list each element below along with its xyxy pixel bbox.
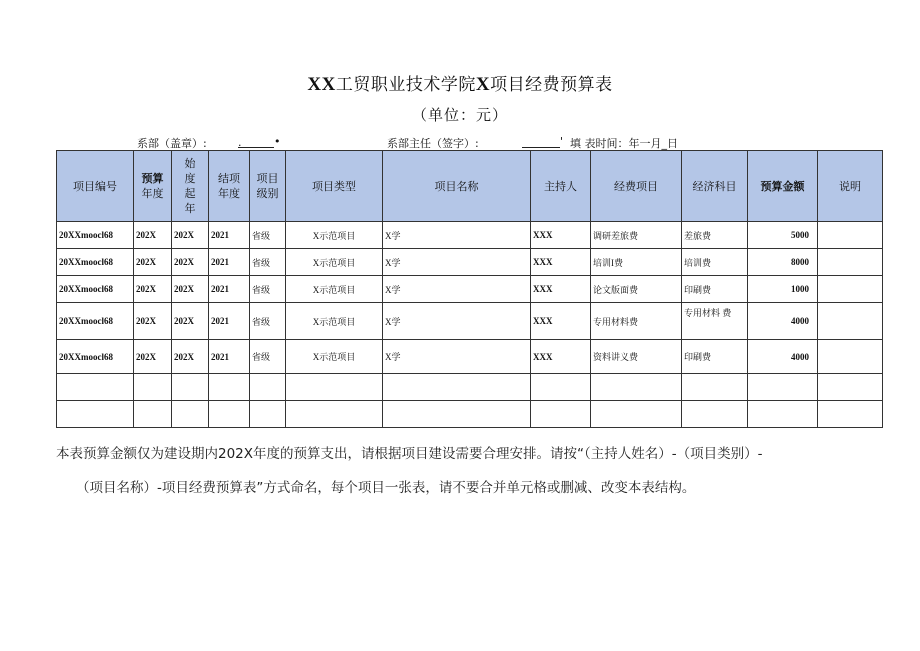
cell-name[interactable]: X学: [383, 276, 531, 303]
empty-cell[interactable]: [250, 401, 286, 428]
header-level: [250, 151, 286, 222]
empty-cell[interactable]: [383, 401, 531, 428]
cell-budget-year[interactable]: 202X: [134, 340, 172, 374]
cell-amount[interactable]: 4000: [748, 340, 818, 374]
director-sign-field: [522, 135, 563, 148]
empty-cell[interactable]: [748, 374, 818, 401]
cell-econ-subject[interactable]: 培训费: [682, 249, 748, 276]
empty-cell[interactable]: [682, 401, 748, 428]
cell-code[interactable]: 20XXmoocl68: [57, 303, 134, 340]
empty-cell[interactable]: [748, 401, 818, 428]
cell-note[interactable]: [818, 340, 883, 374]
empty-cell[interactable]: [134, 374, 172, 401]
cell-econ-subject[interactable]: 印刷费: [682, 276, 748, 303]
cell-leader[interactable]: XXX: [531, 303, 591, 340]
empty-cell[interactable]: [531, 401, 591, 428]
title-x: X: [475, 74, 491, 95]
cell-fund-item[interactable]: 资料讲义费: [591, 340, 682, 374]
cell-code[interactable]: 20XXmoocl68: [57, 276, 134, 303]
header-code: 项目编号: [57, 151, 134, 222]
empty-cell[interactable]: [250, 374, 286, 401]
empty-cell[interactable]: [172, 401, 209, 428]
dept-label: 系部（盖章）:: [137, 137, 207, 150]
header-fund-item: 经费项目: [591, 151, 682, 222]
cell-start-year[interactable]: 202X: [172, 276, 209, 303]
cell-code[interactable]: 20XXmoocl68: [57, 249, 134, 276]
director-mark: ': [560, 135, 564, 148]
title-school: 工贸职业技术学院: [335, 75, 476, 95]
dept-blank: [238, 136, 274, 148]
cell-end-year[interactable]: 2021: [209, 276, 250, 303]
dept-mark: .: [238, 136, 242, 149]
cell-leader[interactable]: XXX: [531, 249, 591, 276]
cell-amount[interactable]: 4000: [748, 303, 818, 340]
header-budget-year: [134, 151, 172, 222]
cell-end-year[interactable]: 2021: [209, 340, 250, 374]
header-note: 说明: [818, 151, 883, 222]
cell-amount[interactable]: 1000: [748, 276, 818, 303]
cell-amount[interactable]: 5000: [748, 222, 818, 249]
table-row: [57, 303, 883, 340]
cell-note[interactable]: [818, 222, 883, 249]
cell-start-year[interactable]: 202X: [172, 222, 209, 249]
unit-label: （单位：元）: [411, 106, 508, 124]
cell-name[interactable]: X学: [383, 249, 531, 276]
cell-start-year[interactable]: 202X: [172, 249, 209, 276]
cell-code[interactable]: 20XXmoocl68: [57, 340, 134, 374]
empty-cell[interactable]: [286, 374, 383, 401]
cell-start-year[interactable]: 202X: [172, 303, 209, 340]
header-start-2: 度: [184, 172, 196, 185]
empty-cell[interactable]: [682, 374, 748, 401]
header-budget-year-bottom: 年度: [141, 187, 164, 200]
fill-time: 填 表时间：年一月_日: [570, 137, 678, 150]
cell-type[interactable]: X示范项目: [286, 340, 383, 374]
table-row: [57, 276, 883, 303]
cell-fund-item[interactable]: 专用材料费: [591, 303, 682, 340]
cell-level[interactable]: 省级: [250, 276, 286, 303]
cell-code[interactable]: 20XXmoocl68: [57, 222, 134, 249]
cell-leader[interactable]: XXX: [531, 276, 591, 303]
cell-level[interactable]: 省级: [250, 340, 286, 374]
cell-level[interactable]: 省级: [250, 303, 286, 340]
table-row: [57, 222, 883, 249]
empty-cell[interactable]: [286, 401, 383, 428]
header-end-top: 结项: [218, 172, 240, 185]
cell-end-year[interactable]: 2021: [209, 303, 250, 340]
cell-leader[interactable]: XXX: [531, 340, 591, 374]
empty-row: [57, 374, 883, 401]
cell-level[interactable]: 省级: [250, 222, 286, 249]
director-label: 系部主任（签字）:: [387, 137, 479, 150]
director-blank: [522, 136, 560, 148]
cell-name[interactable]: X学: [383, 340, 531, 374]
header-end-bottom: 年度: [218, 187, 240, 200]
empty-cell[interactable]: [818, 401, 883, 428]
cell-econ-subject[interactable]: 印刷费: [682, 340, 748, 374]
cell-fund-item[interactable]: 培训I费: [591, 249, 682, 276]
empty-cell[interactable]: [134, 401, 172, 428]
header-start-1: 始: [184, 157, 196, 170]
cell-note[interactable]: [818, 303, 883, 340]
dept-dot: •: [274, 135, 281, 148]
cell-start-year[interactable]: 202X: [172, 340, 209, 374]
cell-leader[interactable]: XXX: [531, 222, 591, 249]
header-leader: 主持人: [531, 151, 591, 222]
table-row: [57, 340, 883, 374]
cell-fund-item[interactable]: 调研差旅费: [591, 222, 682, 249]
cell-econ-subject[interactable]: 专用材料 费: [682, 303, 748, 340]
header-level-top: 项目: [256, 172, 279, 185]
empty-cell[interactable]: [172, 374, 209, 401]
title-tail: 项目经费预算表: [490, 75, 613, 95]
table-row: [57, 249, 883, 276]
empty-cell[interactable]: [209, 374, 250, 401]
cell-budget-year[interactable]: 202X: [134, 249, 172, 276]
header-start-year: [172, 151, 209, 222]
page-title: [0, 70, 920, 96]
header-end-year: [209, 151, 250, 222]
header-start-3: 起: [184, 187, 196, 200]
cell-econ-subject[interactable]: 差旅费: [682, 222, 748, 249]
note-line-2: （项目名称）-项目经费预算表”方式命名，每个项目一张表，请不要合并单元格或删减、改变本表结构。: [76, 480, 696, 496]
header-econ-subject: 经济科目: [682, 151, 748, 222]
cell-budget-year[interactable]: 202X: [134, 222, 172, 249]
cell-type[interactable]: X示范项目: [286, 276, 383, 303]
empty-cell[interactable]: [383, 374, 531, 401]
cell-note[interactable]: [818, 276, 883, 303]
note-line-1: 本表预算金额仅为建设期内202X年度的预算支出，请根据项目建设需要合理安排。请按“（主持人姓名）-（项目类别）-: [56, 446, 763, 462]
empty-cell[interactable]: [57, 401, 134, 428]
cell-budget-year[interactable]: 202X: [134, 276, 172, 303]
cell-type[interactable]: X示范项目: [286, 249, 383, 276]
empty-cell[interactable]: [531, 374, 591, 401]
cell-note[interactable]: [818, 249, 883, 276]
title-prefix: XX: [307, 74, 336, 95]
cell-fund-item[interactable]: 论文版面费: [591, 276, 682, 303]
cell-type[interactable]: X示范项目: [286, 222, 383, 249]
header-amount: 预算金额: [748, 151, 818, 222]
header-budget-year-top: 预算: [141, 172, 164, 185]
empty-cell[interactable]: [591, 374, 682, 401]
cell-end-year[interactable]: 2021: [209, 222, 250, 249]
budget-table: [56, 150, 883, 428]
empty-cell[interactable]: [57, 374, 134, 401]
cell-name[interactable]: X学: [383, 303, 531, 340]
cell-name[interactable]: X学: [383, 222, 531, 249]
empty-cell[interactable]: [818, 374, 883, 401]
empty-cell[interactable]: [591, 401, 682, 428]
empty-cell[interactable]: [209, 401, 250, 428]
header-start-4: 年: [184, 202, 196, 215]
cell-end-year[interactable]: 2021: [209, 249, 250, 276]
form-meta: [0, 135, 920, 151]
table-header-row: [57, 151, 883, 222]
dept-stamp-field: [238, 135, 281, 148]
instructions-note: [56, 437, 876, 505]
cell-type[interactable]: X示范项目: [286, 303, 383, 340]
header-type: 项目类型: [286, 151, 383, 222]
header-name: 项目名称: [383, 151, 531, 222]
cell-budget-year[interactable]: 202X: [134, 303, 172, 340]
empty-row: [57, 401, 883, 428]
cell-amount[interactable]: 8000: [748, 249, 818, 276]
cell-level[interactable]: 省级: [250, 249, 286, 276]
header-level-bottom: 级别: [256, 187, 279, 200]
